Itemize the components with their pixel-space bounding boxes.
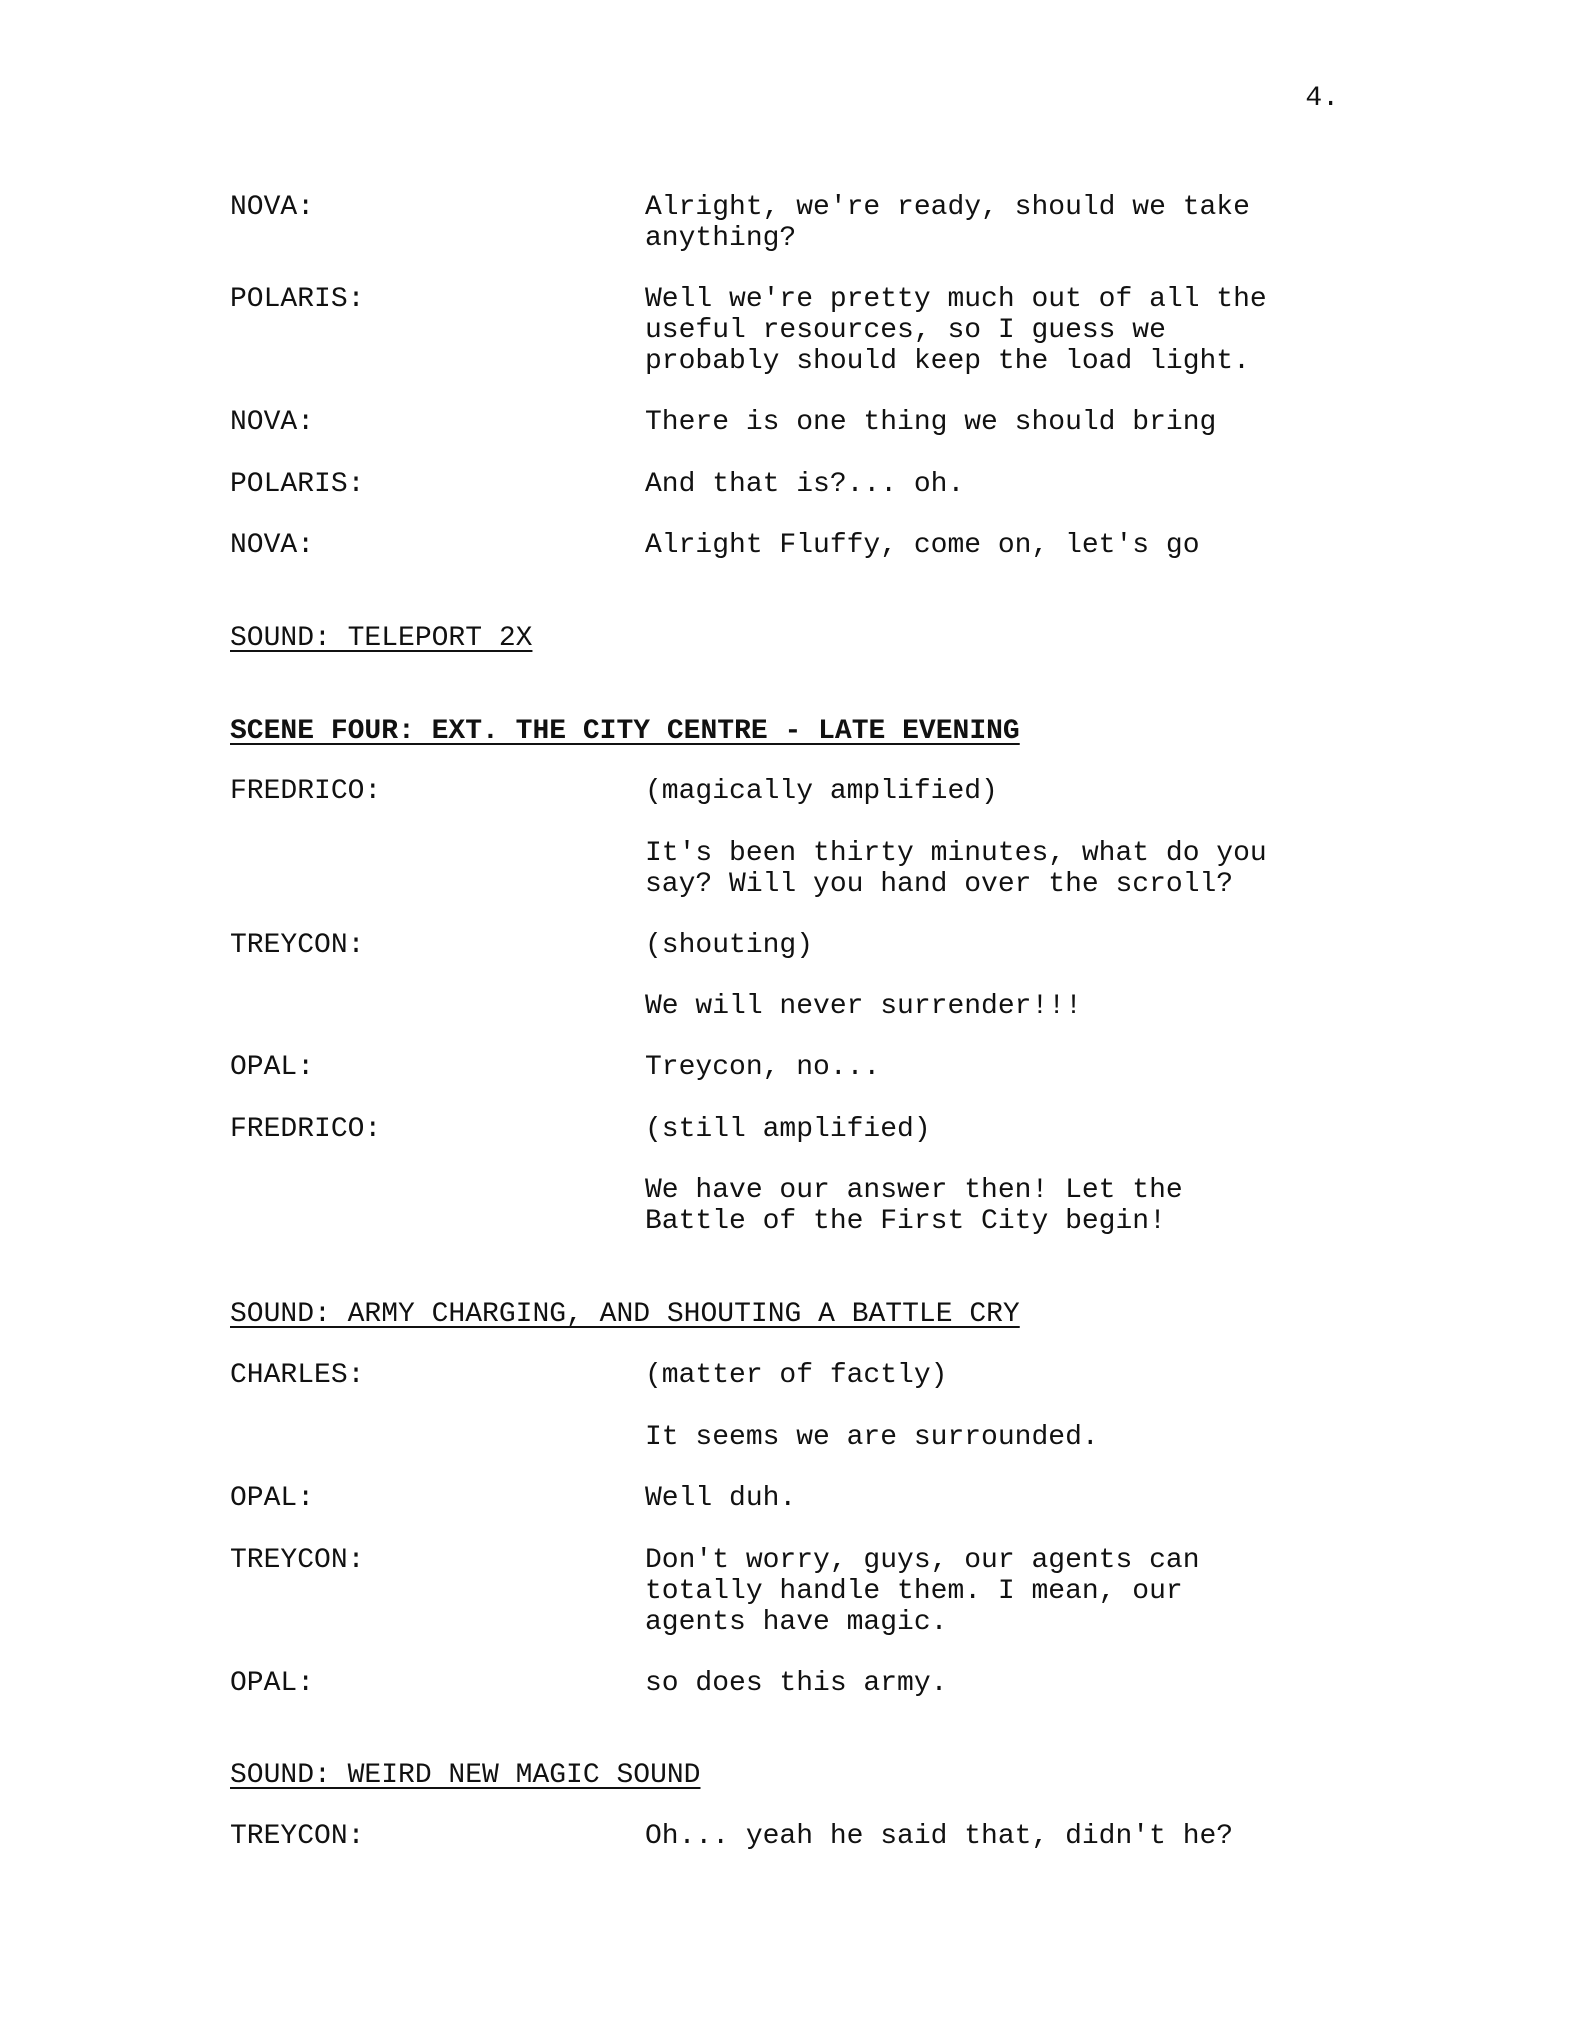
character-name: TREYCON: (230, 930, 365, 961)
dialogue-line: It seems we are surrounded. (645, 1422, 1099, 1453)
page-number: 4. (1305, 83, 1339, 114)
character-name: TREYCON: (230, 1545, 365, 1576)
parenthetical: (shouting) (645, 930, 814, 961)
dialogue-line: Treycon, no... (645, 1052, 881, 1083)
dialogue-line: There is one thing we should bring (645, 407, 1217, 438)
parenthetical: (still amplified) (645, 1114, 931, 1145)
character-name: NOVA: (230, 530, 315, 561)
character-name: FREDRICO: (230, 776, 382, 807)
character-name: FREDRICO: (230, 1114, 382, 1145)
sound-cue: SOUND: TELEPORT 2X (230, 623, 533, 654)
dialogue-line: Oh... yeah he said that, didn't he? (645, 1821, 1234, 1852)
character-name: OPAL: (230, 1052, 315, 1083)
dialogue-line: Alright Fluffy, come on, let's go (645, 530, 1200, 561)
dialogue-line: Well we're pretty much out of all the useful resources, so I guess we probably should keep the load light. (645, 284, 1267, 377)
dialogue-line: Well duh. (645, 1483, 797, 1514)
character-name: OPAL: (230, 1483, 315, 1514)
sound-cue: SOUND: WEIRD NEW MAGIC SOUND (230, 1760, 701, 1791)
dialogue-line: so does this army. (645, 1668, 948, 1699)
sound-cue: SOUND: ARMY CHARGING, AND SHOUTING A BATTLE CRY (230, 1299, 1020, 1330)
dialogue-line: Alright, we're ready, should we take anything? (645, 192, 1250, 254)
dialogue-line: Don't worry, guys, our agents can totally handle them. I mean, our agents have magic. (645, 1545, 1200, 1638)
character-name: NOVA: (230, 407, 315, 438)
dialogue-line: And that is?... oh. (645, 469, 965, 500)
parenthetical: (magically amplified) (645, 776, 998, 807)
character-name: POLARIS: (230, 469, 365, 500)
scene-heading: SCENE FOUR: EXT. THE CITY CENTRE - LATE EVENING (230, 716, 1020, 747)
parenthetical: (matter of factly) (645, 1360, 948, 1391)
character-name: TREYCON: (230, 1821, 365, 1852)
character-name: CHARLES: (230, 1360, 365, 1391)
dialogue-line: It's been thirty minutes, what do you say? Will you hand over the scroll? (645, 838, 1267, 900)
character-name: NOVA: (230, 192, 315, 223)
character-name: POLARIS: (230, 284, 365, 315)
character-name: OPAL: (230, 1668, 315, 1699)
dialogue-line: We will never surrender!!! (645, 991, 1082, 1022)
dialogue-line: We have our answer then! Let the Battle of the First City begin! (645, 1175, 1183, 1237)
